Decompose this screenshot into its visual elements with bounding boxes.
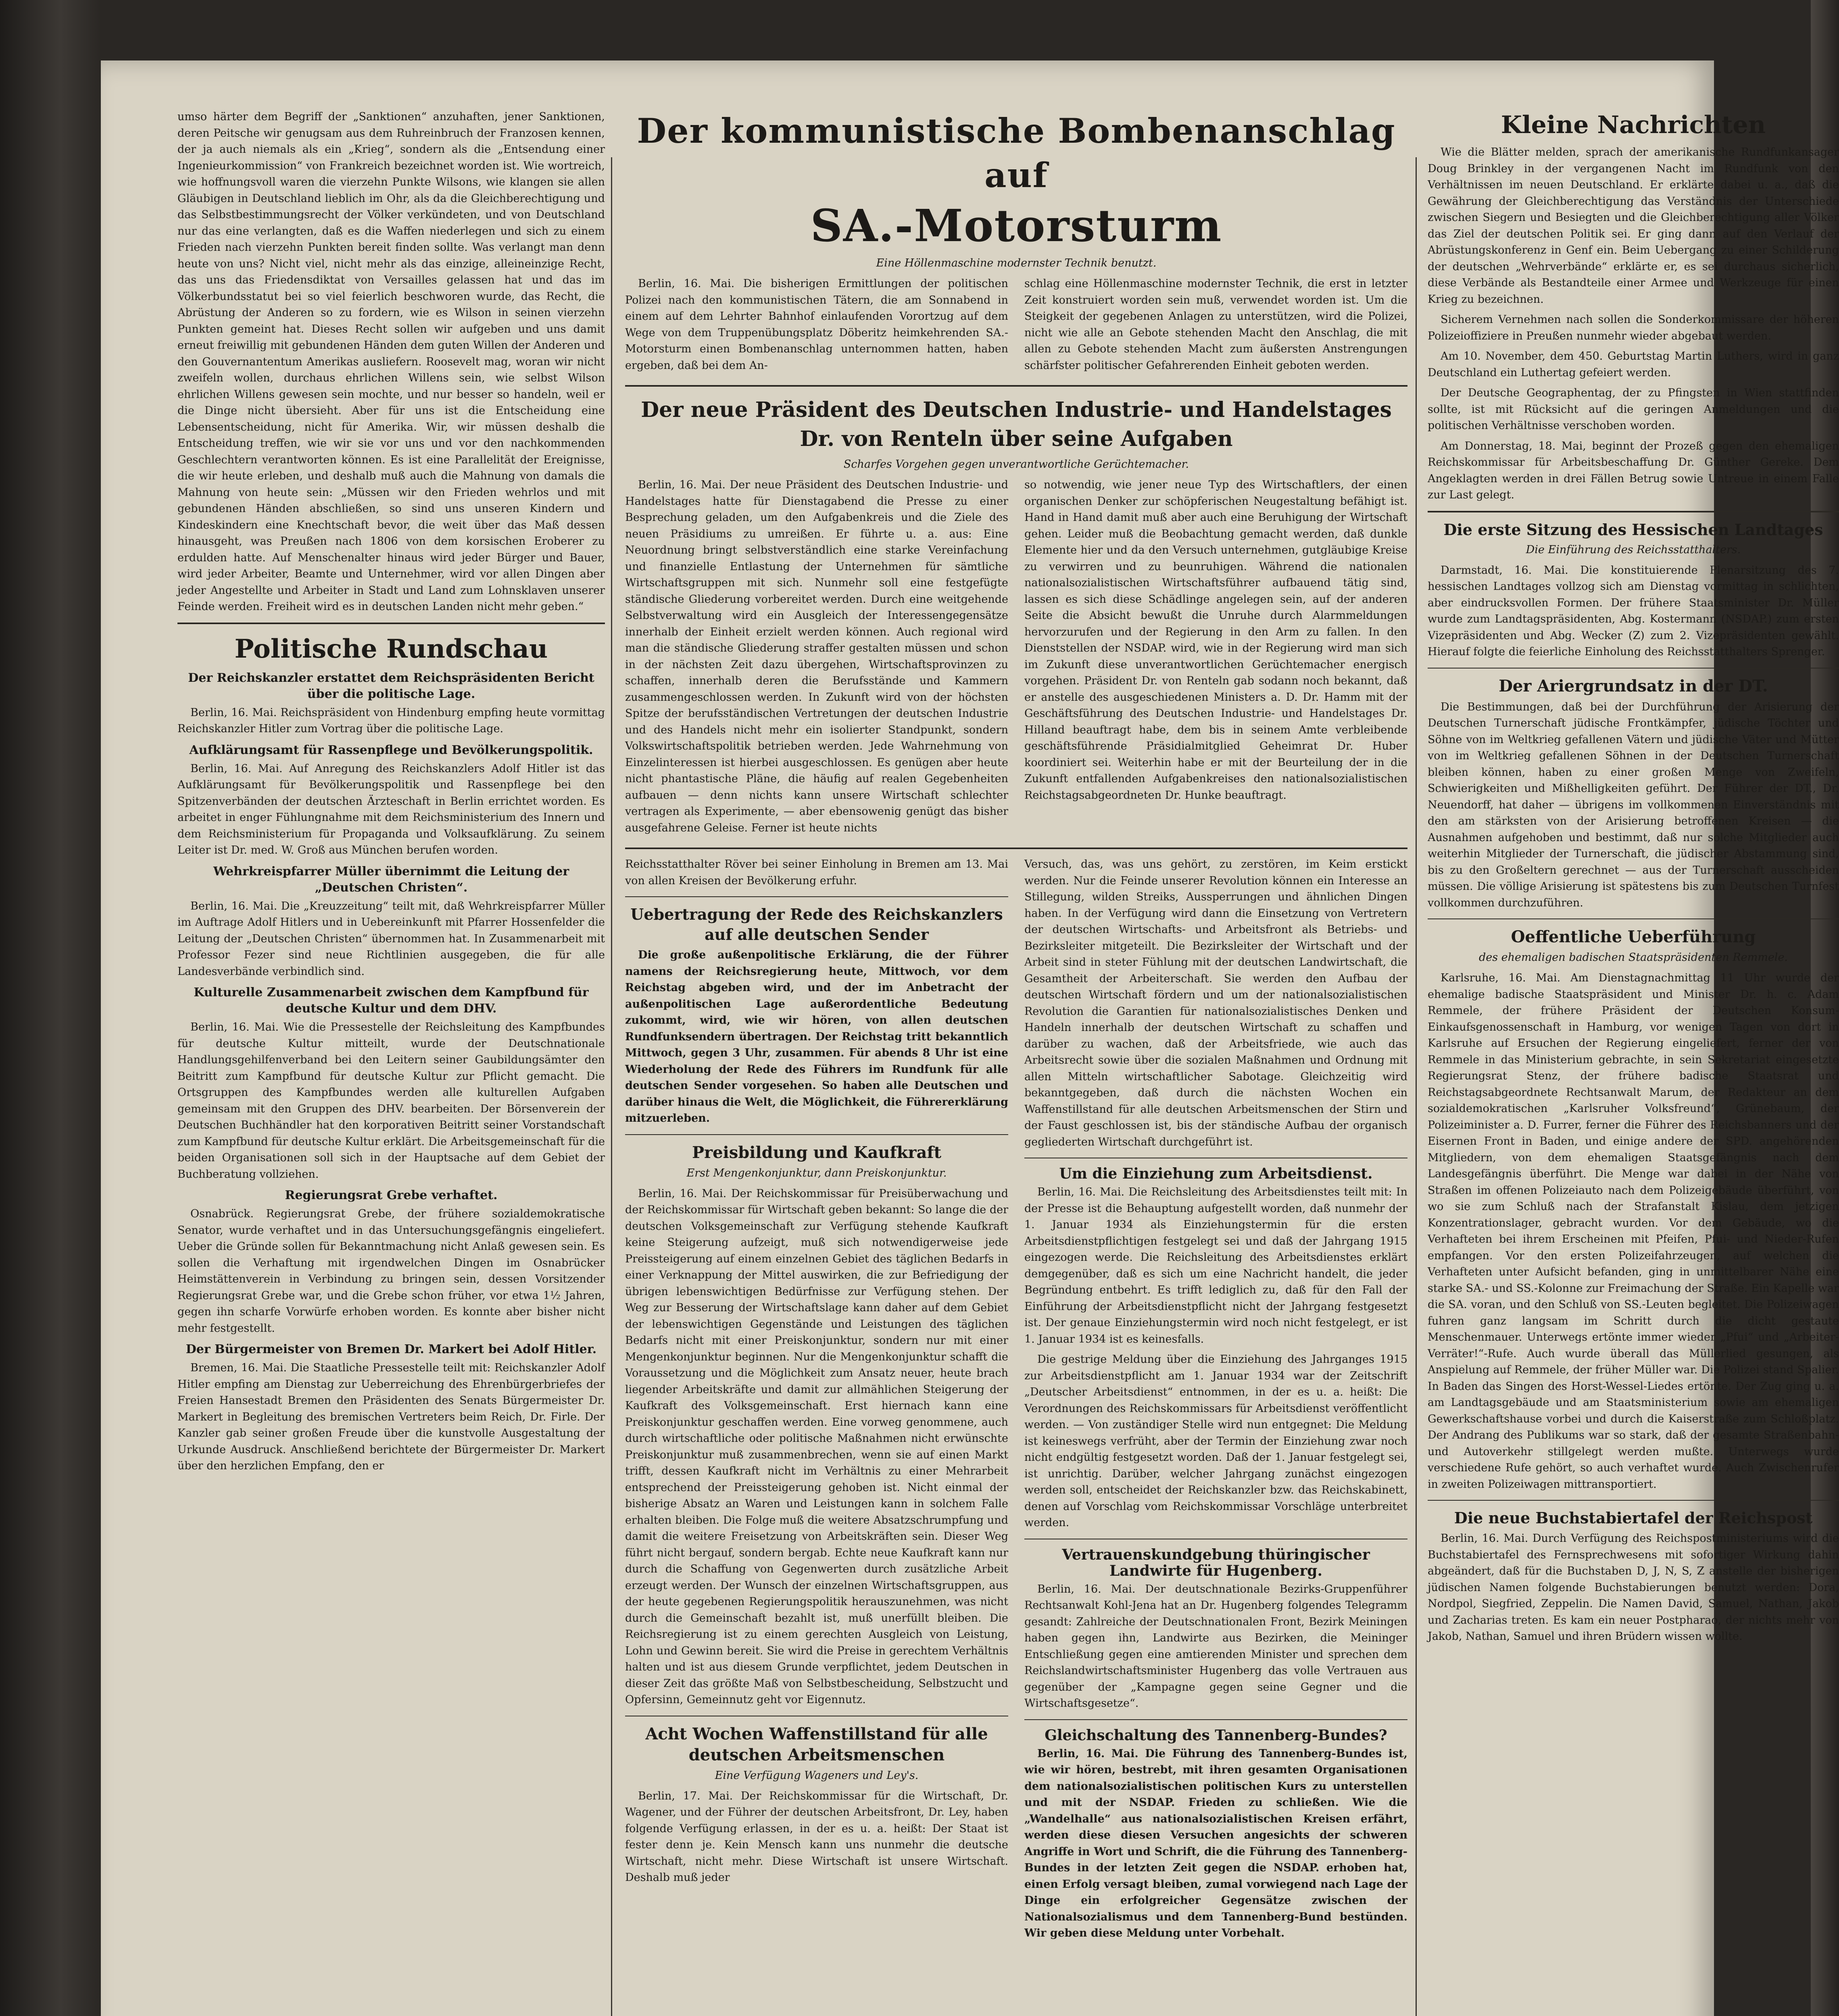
ueberfuehrung-subtitle: des ehemaligen badischen Staatspräsidenten Remmele.	[1478, 951, 1788, 964]
kleine-nachrichten-title: Kleine Nachrichten	[1501, 111, 1766, 139]
divider	[1428, 1500, 1839, 1501]
divider	[625, 848, 1407, 849]
column-middle	[625, 109, 1407, 1946]
hessen-subtitle: Die Einführung des Reichsstatthalters.	[1526, 543, 1741, 556]
divider	[625, 896, 1008, 897]
r2-heading: Aufklärungsamt für Rassenpflege und Bevölkerungspolitik.	[189, 743, 593, 757]
buchstabiertafel-text: Berlin, 16. Mai. Durch Verfügung des Reichspostministeriums wird die Buchstabiertafel des Fernsprechwesens mit sofortiger Wirkung dahin abgeändert, daß für die Buchstaben D, J, N, S, Z anstelle der bisherigen jüdischen Namen folgende Buchstabierungen benutzt werden: Dora, Nordpol, Siegfried, Zeppelin. Die Namen David, Samuel, Nathan, Jakob und Zacharias treten. Es kam ein neuer Postpharao, der nichts mehr von Jakob, Nathan, Samuel und ihren Brüdern wissen wollte.	[1428, 1532, 1839, 1643]
newspaper-page	[101, 60, 1839, 2016]
thueringen-title: Vertrauenskundgebung thüringischer Landwirte für Hugenberg.	[1062, 1546, 1370, 1579]
renteln-text-left: Berlin, 16. Mai. Der neue Präsident des Deutschen Industrie- und Handelstages hatte für Dienstagabend die Presse zu einer Besprechung geladen, um den Aufgabenkreis und die Ziele des neuen Präsidiums zu umreißen. Er führte u. a. aus: Eine Neuordnung bringt selbstverständlich eine starke Vereinfachung und finanzielle Entlastung der Unternehmen für sämtliche Wirtschaftsgruppen mit sich. Nunmehr soll eine festgefügte ständische Gliederung vorbereitet werden. Durch eine weitgehende Selbstverwaltung wird ein Ausgleich der Interessengegensätze innerhalb der Einheit erzielt werden können. Auch regional wird man die ständische Gliederung straffer gestalten müssen und schon in der nächsten Zeit dazu übergehen, Wirtschaftsprovinzen zu schaffen, innerhalb deren die Berufsstände und Kammern zusammengeschlossen werden. In Zukunft wird von der höchsten Spitze der berufsständischen Vertretungen der deutschen Industrie und des Handels nicht mehr ein isolierter Standpunkt, sondern Volkswirtschaftspolitik betrieben werden. Jede Wahrnehmung von Einzelinteressen ist hierbei ausgeschlossen. Es genügen aber heute nicht phantastische Pläne, die häufig auf realen Gegebenheiten aufbauen — denn nichts kann unsere Wirtschaft schlechter vertragen als Experimente, — aber ebensowenig genügt das bisher ausgefahrene Geleise. Ferner ist heute nichts	[625, 479, 1008, 834]
news-item: Sicherem Vernehmen nach sollen die Sonderkommissare der höheren Polizeioffiziere in Preußen nunmehr wieder abgebaut werden.	[1428, 313, 1839, 342]
news-item: Der Deutsche Geographentag, der zu Pfingsten in Wien stattfinden sollte, ist mit Rücksicht auf die geringen Anmeldungen und die politischen Verhältnisse verschoben worden.	[1428, 387, 1839, 432]
r4-text: Berlin, 16. Mai. Wie die Pressestelle der Reichsleitung des Kampfbundes für deutsche Kultur mitteilt, wurde der Deutschnationale Handlungsgehilfenverband bei den Leitern seiner Gaubildungsämter den Beitritt zum Kampfbund für deutsche Kultur zur Pflicht gemacht. Die Ortsgruppen des Kampfbundes werden alle kulturellen Aufgaben gemeinsam mit den Gruppen des DHV. bearbeiten. Der Börsenverein der Deutschen Buchhändler hat den korporativen Beitritt seiner Vorstandschaft zum Kampfbund für deutsche Kultur erklärt. Die Arbeitsgemeinschaft für die beiden Organisationen soll sich in der Hauptsache auf dem Gebiet der Buchberatung vollziehen.	[177, 1021, 605, 1181]
r5-text: Osnabrück. Regierungsrat Grebe, der frühere sozialdemokratische Senator, wurde verhaftet und in das Untersuchungsgefängnis eingeliefert. Ueber die Gründe sollen für Bekanntmachung nicht Anlaß gewesen sein. Es sollen die Verhaftung mit irgendwelchen Dingen im Osnabrücker Heimstättenverein in Verbindung zu bringen sein, dessen Vorsitzender Regierungsrat Grebe war, und die Grebe schon früher, vor etwa 1½ Jahren, gegen ihn scharfe Vorwürfe erhoben worden. Es konnte aber bisher nicht mehr festgestellt.	[177, 1208, 605, 1335]
waffen-title: Acht Wochen Waffenstillstand für alle deutschen Arbeitsmenschen	[645, 1724, 988, 1764]
r1-heading: Der Reichskanzler erstattet dem Reichspräsidenten Bericht über die politische Lage.	[188, 671, 594, 701]
intro-article: umso härter dem Begriff der „Sanktionen“ anzuhaften, jener Sanktionen, deren Peitsche wir genugsam aus dem Ruhreinbruch der Franzosen kennen, der ja auch niemals als ein „Krieg“, sondern als die „Entsendung einer Ingenieurkommission“ von Frankreich bezeichnet worden ist. Wie wortreich, wie hoffnungsvoll waren die vierzehn Punkte Wilsons, wie klangen sie allen Gläubigen in Deutschland lieblich im Ohr, als da die Gleichberechtigung und das Selbstbestimmungsrecht der Völker verkündeten, und von Deutschland nur das eine verlangten, daß es die Waffen niederlegen und sich zu einem Frieden nach vierzehn Punkten bereit finden sollte. Was verlangt man denn heute von uns? Nicht viel, nicht mehr als das einzige, alleineinzige Recht, das uns das Friedensdiktat von Versailles gelassen hat und das im Völkerbundsstatut bei so viel feierlich beschworen wurde, das Recht, die Abrüstung der Anderen so zu fordern, wie es Wilson in seinen vierzehn Punkten gemeint hat. Dieses Recht sollen wir aufgeben und uns damit erneut freiwillig mit gebundenen Händen dem guten Willen der Anderen und den Gouvernantentum Amerikas ausliefern. Roosevelt mag, woran wir nicht zweifeln wollen, durchaus ehrlichen Willens sein, wie selbst Wilson ehrlichen Willens gewesen sein mochte, und nur besser so handeln, weil er die Dinge nicht übersieht. Aber für uns ist die Entscheidung eine Lebensentscheidung, nicht für Amerika. Wir, wir müssen deshalb die Entscheidung treffen, wie wir sie vor uns und vor den nachkommenden Geschlechtern verantworten können. Es ist eine Parallelität der Ereignisse, die wir heute erleben, und deshalb muß auch die Mahnung von damals die Mahnung von heute sein: „Müssen wir den Frieden wehrlos und mit gebundenen Händen abschließen, so sind uns unseren Kindern und Kindeskindern eine Knechtschaft bevor, die weit über das Maß dessen hinausgeht, was Preußen nach 1806 von dem korsischen Eroberer zu erdulden hatte. Auf Menschenalter hinaus wird jeder Bürger und Bauer, wird jeder Arbeiter, Beamte und Unternehmer, wird vor allen Dingen aber jeder Angestellte und Arbeiter in Stadt und Land zum Lohnsklaven unserer Feinde werden. Freiheit wird es in deutschen Landen nicht mehr geben.“	[177, 110, 605, 613]
bomb-text-left: Berlin, 16. Mai. Die bisherigen Ermittlungen der politischen Polizei nach den kommunistischen Tätern, die am Sonnabend in einem auf dem Lehrter Bahnhof einlaufenden Vorortzug auf dem Wege von dem Truppenübungsplatz Döberitz heimkehrenden SA.-Motorsturm einen Bombenanschlag unternommen hatten, haben ergeben, daß bei dem An-	[625, 277, 1008, 372]
r2-text: Berlin, 16. Mai. Auf Anregung des Reichskanzlers Adolf Hitler ist das Aufklärungsamt für Bevölkerungspolitik und Rassenpflege bei den Spitzenverbänden der deutschen Ärzteschaft in Berlin errichtet worden. Es arbeitet in enger Fühlungnahme mit dem Reichsministerium des Innern und dem Reichsministerium für Propaganda und Volksaufklärung. Zu seinem Leiter ist Dr. med. W. Groß aus München berufen worden.	[177, 762, 605, 856]
divider	[1024, 1719, 1407, 1720]
sender-title: Uebertragung der Rede des Reichskanzlers auf alle deutschen Sender	[630, 905, 1003, 943]
r6-text: Bremen, 16. Mai. Die Staatliche Pressestelle teilt mit: Reichskanzler Adolf Hitler empfing am Dienstag zur Ueberreichung des Ehrenbürgerbriefes der Freien Hansestadt Bremen den Präsidenten des Senats Bürgermeister Dr. Markert in Begleitung des bremischen Vertreters beim Reich, Dr. Firle. Der Kanzler gab seiner großen Freude über die kunstvolle Ausgestaltung der Urkunde Ausdruck. Anschließend berichtete der Bürgermeister Dr. Markert über den herzlichen Empfang, den er	[177, 1362, 605, 1472]
roever-text: Reichsstatthalter Röver bei seiner Einholung in Bremen am 13. Mai von allen Kreisen der Bevölkerung erfuhr.	[625, 858, 1008, 887]
tannenberg-title: Gleichschaltung des Tannenberg-Bundes?	[1045, 1727, 1387, 1744]
ueberfuehrung-text: Karlsruhe, 16. Mai. Am Dienstagnachmittag 11 Uhr wurde der ehemalige badische Staatspräsident und Minister Dr. h. c. Adam Remmele, der frühere Präsident der Deutschen Konsum-Einkaufsgenossenschaft in Hamburg, vor wenigen Tagen von dort in Karlsruhe auf Ersuchen der Regierung eingeliefert, ferner der von Remmele in das Ministerium gebrachte, in sein Sekretariat eingesetzte Regierungsrat Stenz, der frühere badische Staatsrat und Reichstagsabgeordnete Rechtsanwalt Marum, der Redakteur an dem sozialdemokratischen „Karlsruher Volksfreund“, Grünebaum, der Polizeiminister a. D. Furrer, ferner die Führer des Reichsbanners und der Eisernen Front in Baden, und einige andere der SPD. angehörenden Mitgliedern, von dem ehemaligen Staatsgefängnis nach dem Landesgefängnis überführt. Die Menge war dabei in der Nähe von Straßen im offenen Polizeiauto nach dem Polizeigebäude überführt, von wo sie zum Schluß nach der Strafanstalt Kislau, dem jetzigen Konzentrationslager, gebracht wurden. Vor dem Gebäude, wo die Verhafteten bei ihrem Erscheinen mit Pfeifen, Pfui- und Nieder-Rufen empfangen. Vor den ersten Polizeifahrzeugen, auf welchen die Verhafteten unter Aufsicht befanden, ging in unmittelbarer Nähe eine starke SA.- und SS.-Kolonne zur Freimachung der Straße. Ein Kapelle war die SA. voran, und den Schluß von SS.-Leuten begleitet. Die Polizeiwagen fuhren ganz langsam im Schritt durch die dicht gestaute Menschenmauer. Unterwegs ertönte immer wieder „Pfui“ und „Arbeiter-Verräter!“-Rufe. Auch wurde überall das Müllerlied gesungen, als Anspielung auf Remmele, der früher Müller war. Die Polizei stand Spalier. In Baden das Singen des Horst-Wessel-Liedes ertönte. Der Zug ging u. a. am Landtagsgebäude und am Staatsministerium sowie am ehemaligen Gewerkschaftshause vorbei und durch die Kaiserstraße zum Schloßplatz. Der Andrang des Publikums war so stark, daß der gesamte Straßenbahn- und Autoverkehr stillgelegt werden mußte. Unterwegs wurde verschiedene Rufe gehört, so auch verhaftet wurde. Auch Zwischenrufer in zweiten Polizeiwagen mittransportiert.	[1428, 972, 1839, 1491]
preis-title: Preisbildung und Kaufkraft	[692, 1143, 942, 1162]
arbeit-title: Um die Einziehung zum Arbeitsdienst.	[1059, 1165, 1373, 1182]
r1-text: Berlin, 16. Mai. Reichspräsident von Hindenburg empfing heute vormittag Reichskanzler Hitler zum Vortrag über die politische Lage.	[177, 706, 605, 735]
lower-section	[625, 856, 1407, 1946]
divider	[177, 623, 605, 624]
arbeit-text-2: Die gestrige Meldung über die Einziehung des Jahrganges 1915 zur Arbeitsdienstpflicht am 1. Januar 1934 war der Zeitschrift „Deutscher Arbeitsdienst“ entnommen, in der es u. a. heißt: Die Verordnungen des Reichskommissars für Arbeitsdienst veröffentlicht werden. — Von zuständiger Stelle wird nun entgegnet: Die Meldung ist keineswegs verfrüht, aber der Termin der Einziehung zwar noch nicht endgültig festgesetzt worden. Daß der 1. Januar festgelegt sei, ist unrichtig. Darüber, welcher Jahrgang zunächst eingezogen werden soll, entscheidet der Reichskanzler bzw. das Reichskabinett, denen auf Vorschlag vom Reichskommissar Vorschläge unterbreitet werden.	[1024, 1353, 1407, 1529]
sender-text: Die große außenpolitische Erklärung, die der Führer namens der Reichsregierung heute, Mittwoch, vor dem Reichstag abgeben wird, und der im Anbetracht der außenpolitischen Lage außerordentliche Bedeutung zukommt, wird, wie wir hören, von allen deutschen Rundfunksendern übertragen. Der Reichstag tritt bekanntlich Mittwoch, gegen 3 Uhr, zusammen. Für abends 8 Uhr ist eine Wiederholung der Rede des Führers im Rundfunk für alle deutschen Sender vorgesehen. So haben alle Deutschen und darüber hinaus die Welt, die Möglichkeit, die Führererklärung mitzuerleben.	[625, 949, 1008, 1125]
divider	[1428, 918, 1839, 919]
r3-heading: Wehrkreispfarrer Müller übernimmt die Leitung der „Deutschen Christen“.	[213, 864, 569, 895]
preis-text: Berlin, 16. Mai. Der Reichskommissar für Preisüberwachung und der Reichskommissar für Wirtschaft geben bekannt: So lange die der deutschen Volksgemeinschaft zur Verfügung stehende Kaufkraft keine Steigerung aufzeigt, muß sich notwendigerweise jede Preissteigerung auf einem einzelnen Gebiet des täglichen Bedarfs in einer Verknappung der Mittel auswirken, die zur Befriedigung der übrigen lebenswichtigen Bedürfnisse zur Verfügung stehen. Der Weg zur Besserung der Wirtschaftslage kann daher auf dem Gebiet der lebenswichtigen Gegenstände und Leistungen des täglichen Bedarfs nicht mit einer Preiskonjunktur, sondern nur mit einer Mengenkonjunktur beginnen. Nur die Mengenkonjunktur schafft die Voraussetzung und die Möglichkeit zum Ansatz neuer, heute brach liegender Arbeitskräfte und damit zur allmählichen Steigerung der Kaufkraft des Volksgemeinschaft. Erst hiernach kann eine Preiskonjunktur geschaffen werden. Eine vorweg genommene, auch durch wirtschaftliche oder politische Maßnahmen nicht erwünschte Preiskonjunktur muß zusammenbrechen, wenn sie auf einen Markt trifft, dessen Kaufkraft nicht im Verhältnis zu einer Mehrarbeit entsprechend der Preissteigerung gehoben ist. Nicht einmal der bisherige Absatz an Waren und Leistungen kann in solchem Falle erhalten bleiben. Die Folge muß die weitere Absatzschrumpfung und damit die weitere Freisetzung von Arbeitskräften sein. Dieser Weg führt nicht bergauf, sondern bergab. Echte neue Kaufkraft kann nur durch die Schaffung von Gegenwerten durch zusätzliche Arbeit erzeugt werden. Der Wunsch der einzelnen Wirtschaftsgruppen, aus der heute gegebenen Regierungspolitik herauszunehmen, was nicht durch die Gemeinschaft bezahlt ist, muß unerfüllt bleiben. Die Reichsregierung ist zu einem gerechten Ausgleich von Leistung, Lohn und Gewinn bereit. Sie wird die Preise in gerechtem Verhältnis halten und ist aus diesem Grunde verpflichtet, jedem Deutschen in dieser Zeit das größte Maß von Selbstbescheidung, Selbstzucht und Opfersinn, Gemeinnutz geht vor Eigennutz.	[625, 1187, 1008, 1706]
column-right	[1428, 109, 1839, 1649]
thueringen-text: Berlin, 16. Mai. Der deutschnationale Bezirks-Gruppenführer Rechtsanwalt Kohl-Jena hat an Dr. Hugenberg folgendes Telegramm gesandt: Zahlreiche der Deutschnationalen Front, Bezirk Meiningen haben gegen ihn, Landwirte aus Bezirken, die Meininger Entschließung gegen eine amtierenden Minister und sprechen dem Reichslandwirtschaftsminister Hugenberg das volle Vertrauen aus gegenüber der „Kampagne gegen seine Gegner und die Wirtschaftsgesetze“.	[1024, 1583, 1407, 1710]
waffen-text: Berlin, 17. Mai. Der Reichskommissar für die Wirtschaft, Dr. Wagener, und der Führer der deutschen Arbeitsfront, Dr. Ley, haben folgende Verfügung erlassen, in der es u. a. heißt: Der Staat ist fester denn je. Kein Mensch kann uns nunmehr die deutsche Wirtschaft, nicht mehr. Diese Wirtschaft ist unsere Wirtschaft. Deshalb muß jeder	[625, 1789, 1008, 1884]
waffen-subtitle: Eine Verfügung Wageners und Ley's.	[715, 1769, 919, 1782]
r5-heading: Regierungsrat Grebe verhaftet.	[285, 1188, 498, 1202]
divider	[1428, 511, 1839, 512]
main-headline: Der kommunistische Bombenanschlag auf	[637, 111, 1396, 195]
news-item: Wie die Blätter melden, sprach der amerikanische Rundfunkansager Doug Brinkley in der vergangenen Nacht im Rundfunk von den Verhältnissen im neuen Deutschland. Er erklärte dabei u. a., daß die Gewährung der Gleichberechtigung das Verständnis der Unterschiede zwischen Siegern und Besiegten und die Gleichberechtigung aller Völker das Ziel der deutschen Politik sei. Er ging dann auf den Verlauf der Abrüstungskonferenz in Genf ein. Beim Uebergang zu einer Schilderung der deutschen „Wehrverbände“ erklärte er, es sei durchaus sicherlich, diese Verbände als Bestandteile einer Armee und Werkzeuge für einen Krieg zu bezeichnen.	[1428, 146, 1839, 306]
book-spine	[0, 0, 101, 2016]
main-headline-2: SA.-Motorsturm	[810, 200, 1222, 252]
bomb-text-right: schlag eine Höllenmaschine modernster Technik, die erst in letzter Zeit konstruiert worden sein muß, verwendet worden ist. Um die Steigkeit der gegebenen Anlagen zu unterstützen, wird die Polizei, nicht wie alle an Gebote stehenden Macht den Anschlag, die mit allen zu Gebote stehenden Macht zum äußersten Anstrengungen schärfster politischer Gefahrerenden Einheit geboten werden.	[1024, 277, 1407, 372]
verfuegung-text: Versuch, das, was uns gehört, zu zerstören, im Keim erstickt werden. Nur die Feinde unserer Revolution können ein Interesse an Stillegung, wilden Streiks, Aussperrungen und ähnlichen Dingen haben. In der Verfügung wird dann die Einsetzung von Vertretern der deutschen Wirtschafts- und Arbeitsfront als Betriebs- und Bezirksleiter mitgeteilt. Die Bezirksleiter der Wirtschaft und der Arbeit sind in steter Fühlung mit der deutschen Landwirtschaft, die Gesamtheit der Arbeiterschaft. Sie werden den Aufbau der deutschen Wirtschaft fördern und um der nationalsozialistischen Revolution die Garantien für nationalsozialistisches Denken und Handeln innerhalb der deutschen Wirtschaft zu schaffen und darüber zu wachen, daß der Arbeitsfriede, wie auch das Arbeitsrecht sowie über die sozialen Maßnahmen und Ordnung mit allen Mitteln wirtschaftlicher Sabotage. Gleichzeitig wird bekanntgegeben, daß durch die nächsten Wochen ein Waffenstillstand für alle deutschen Arbeitsmenschen der Stirn und der Faust geschlossen ist, bis der ständische Aufbau der organisch gegliederten Wirtschaft durchgeführt ist.	[1024, 858, 1407, 1148]
divider	[625, 1134, 1008, 1135]
renteln-subtitle: Scharfes Vorgehen gegen unverantwortliche Gerüchtemacher.	[843, 458, 1189, 471]
hessen-text: Darmstadt, 16. Mai. Die konstituierende Plenarsitzung des 7. hessischen Landtages vollzog sich am Dienstag vormittag in schlichten, aber eindrucksvollen Formen. Der frühere Staatsminister Dr. Müller wurde zum Landtagspräsidenten, Abg. Kostermann (NSDAP.) zum ersten Vizepräsidenten und Abg. Wecker (Z) zum 2. Vizepräsidenten gewählt. Hierauf folgte die feierliche Einholung des Reichsstatthalters Sprenger.	[1428, 564, 1839, 658]
divider	[625, 385, 1407, 387]
column-left	[177, 109, 605, 1479]
r3-text: Berlin, 16. Mai. Die „Kreuzzeitung“ teilt mit, daß Wehrkreispfarrer Müller im Auftrage Adolf Hitlers und in Uebereinkunft mit Pfarrer Hossenfelder die Leitung der „Deutschen Christen“ übernommen hat. In Zusammenarbeit mit Professor Fezer sind neue Richtlinien ausgegeben, die für alle Landesverbände verbindlich sind.	[177, 900, 605, 978]
news-item: Am Donnerstag, 18. Mai, beginnt der Prozeß gegen den ehemaligen Reichskommissar für Arbeitsbeschaffung Dr. Günther Gereke. Dem Angeklagten werden in drei Fällen Betrug sowie Untreue in einem Falle zur Last gelegt.	[1428, 439, 1839, 501]
column-rule	[611, 157, 612, 2016]
r4-heading: Kulturelle Zusammenarbeit zwischen dem Kampfbund für deutsche Kultur und dem DHV.	[194, 985, 589, 1016]
bomb-article	[625, 276, 1407, 378]
arier-title: Der Ariergrundsatz in der DT.	[1499, 676, 1768, 696]
renteln-article	[625, 477, 1407, 840]
r6-heading: Der Bürgermeister von Bremen Dr. Markert bei Adolf Hitler.	[186, 1342, 597, 1356]
hessen-title: Die erste Sitzung des Hessischen Landtages	[1443, 520, 1823, 539]
divider	[1428, 668, 1839, 669]
rundschau-title: Politische Rundschau	[234, 633, 548, 664]
renteln-text-right: so notwendig, wie jener neue Typ des Wirtschaftlers, der einen organischen Denker zur schöpferischen Neugestaltung befähigt ist. Hand in Hand damit muß aber auch eine Beruhigung der Wirtschaft gehen. Leider muß die Beobachtung gemacht werden, daß dunkle Elemente hier und da den Versuch unternehmen, gutgläubige Kreise zu verwirren und zu beunruhigen. Während die nationalen nationalsozialistischen Wirtschaftsführer aufbauend tätig sind, lassen es sich diese Schädlinge angelegen sein, auf der anderen Seite die Absicht bewußt die Unruhe durch Alarmmeldungen hervorzurufen und der Regierung in den Arm zu fallen. In den Dienststellen der NSDAP. wird, wie in der Regierung wird man sich im Zukunft diese unverantwortlichen Gerüchtemacher energisch vorgehen. Präsident Dr. von Renteln gab sodann noch bekannt, daß er anstelle des ausgeschiedenen Ministers a. D. Dr. Hamm mit der Geschäftsführung des Deutschen Industrie- und Handelstages Dr. Hilland beauftragt habe, dem bis in seinem Amte verbleibende geschäftsführende Präsidialmitglied Geheimrat Dr. Huber koordiniert sei. Weiterhin habe er mit der Beurteilung der in die Zukunft entfallenden Aufgabenkreises den nationalsozialistischen Reichstagsabgeordneten Dr. Hunke beauftragt.	[1024, 479, 1407, 802]
tannenberg-text: Berlin, 16. Mai. Die Führung des Tannenberg-Bundes ist, wie wir hören, bestrebt, mit ihren gesamten Organisationen dem nationalsozialistischen politischen Kurs zu unterstellen und mit der NSDAP. Frieden zu schließen. Wie die „Wandelhalle“ aus nationalsozialistischen Kreisen erfährt, werden diese diesen Versuchen angesichts der schweren Angriffe in Wort und Schrift, die die Führung des Tannenberg-Bundes in der letzten Zeit gegen die NSDAP. erhoben hat, einen Erfolg versagt bleiben, zumal vorwiegend nach Lage der Dinge ein erfolgreicher Gegensätze zwischen der Nationalsozialismus und dem Tannenberg-Bund bestünden. Wir geben diese Meldung unter Vorbehalt.	[1024, 1747, 1407, 1939]
arbeit-text: Berlin, 16. Mai. Die Reichsleitung des Arbeitsdienstes teilt mit: In der Presse ist die Behauptung aufgestellt worden, daß nunmehr der 1. Januar 1934 als Einziehungstermin für die ersten Arbeitsdienstpflichtigen festgelegt sei und daß der Jahrgang 1915 eingezogen werde. Die Reichsleitung des Arbeitsdienstes erklärt demgegenüber, daß es sich um eine Nachricht handelt, die jeder Begründung entbehrt. Es trifft lediglich zu, daß für den Fall der Einführung der Arbeitsdienstpflicht nicht der Jahrgang festgesetzt ist. Der genaue Einziehungstermin wird noch nicht festgelegt, er ist 1. Januar 1934 ist es keinesfalls.	[1024, 1186, 1407, 1345]
preis-subtitle: Erst Mengenkonjunktur, dann Preiskonjunktur.	[686, 1166, 947, 1179]
buchstabiertafel-title: Die neue Buchstabiertafel der Reichspost	[1454, 1509, 1813, 1527]
renteln-title: Der neue Präsident des Deutschen Industrie- und Handelstages Dr. von Renteln über seine Aufgaben	[641, 398, 1392, 451]
ueberfuehrung-title: Oeffentliche Ueberführung	[1511, 927, 1756, 946]
arier-text: Die Bestimmungen, daß bei der Durchführung der Arisierung der Deutschen Turnerschaft jüdische Frontkämpfer, jüdische Töchter und Söhne von im Weltkrieg gefallenen Vätern und jüdische Väter und Mütter von im Weltkrieg gefallenen Söhnen in der Deutschen Turnerschaft bleiben können, haben zu einer großen Menge von Zweifeln, Schwierigkeiten und Mißhelligkeiten geführt. Der Führer der DT., Dr. Neuendorff, hat daher — übrigens im vollkommenen Einverständnis mit den am stärksten von der Arisierung betroffenen Kreisen — die Ausnahmen aufgehoben und bestimmt, daß nur solche Mitglieder auch weiterhin Mitglieder der Turnerschaft, die jüdischer Abstammung sind, bis zu den Großeltern gerechnet — aus der Turnerschaft ausscheiden müssen. Die völlige Arisierung ist spätestens bis zum Deutschen Turnfest vollkommen durchzuführen.	[1428, 700, 1839, 909]
column-rule	[1416, 157, 1417, 2016]
main-subheadline: Eine Höllenmaschine modernster Technik benutzt.	[876, 257, 1157, 269]
news-item: Am 10. November, dem 450. Geburtstag Martin Luthers, wird in ganz Deutschland ein Luthertag gefeiert werden.	[1428, 350, 1839, 379]
